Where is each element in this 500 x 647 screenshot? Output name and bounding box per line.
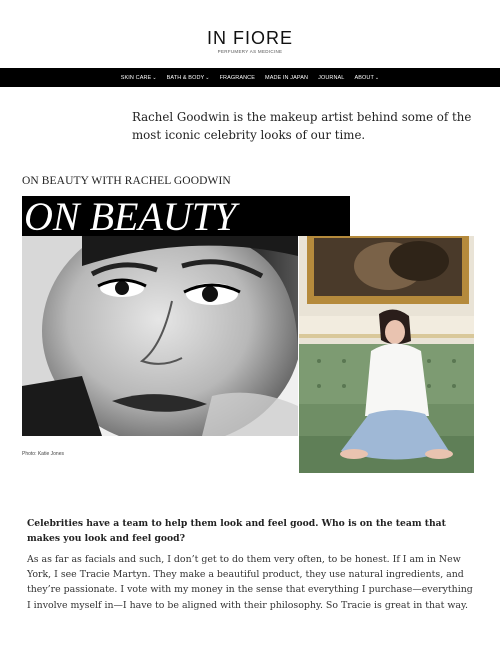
- chevron-down-icon: ⌄: [374, 74, 380, 81]
- site-logo[interactable]: IN FIORE: [206, 28, 293, 48]
- interview-question: Celebrities have a team to help them look and feel good. Who is on the team that makes you look and feel good?: [27, 518, 446, 544]
- nav-item-label: JOURNAL: [318, 74, 345, 81]
- nav-item-bath-body[interactable]: [167, 75, 210, 81]
- interview-answer: As as far as facials and such, I don’t get to do them very often, to be honest. If I am in New York, I see Tracie Martyn. They make a beautiful product, they use natural ingredients, and they’re passionate. I vote with my money in the sense that everything I purchase—everything I involve myself in—I have to be aligned with their philosophy. So Tracie is great in that way.: [27, 554, 473, 611]
- nav-item-label: MADE IN JAPAN: [265, 74, 309, 81]
- main-nav: [0, 68, 500, 87]
- nav-item-label: ABOUT: [354, 74, 374, 81]
- nav-item-journal[interactable]: [318, 75, 344, 81]
- nav-item-label: BATH & BODY: [166, 74, 205, 81]
- nav-item-made-in-japan[interactable]: [265, 75, 308, 81]
- nav-item-fragrance[interactable]: [220, 75, 255, 81]
- portrait-illustration: [22, 236, 298, 436]
- site-tagline: PERFUMERY AS MEDICINE: [217, 49, 283, 54]
- nav-item-about[interactable]: [354, 75, 379, 81]
- nav-item-skin-care[interactable]: [121, 75, 157, 81]
- photo-credit: Photo: Katie Jones: [22, 451, 64, 457]
- nav-item-label: SKIN CARE: [120, 74, 152, 81]
- seated-illustration: [299, 236, 474, 473]
- nav-item-label: FRAGRANCE: [219, 74, 256, 81]
- portrait-photo-bw: [22, 236, 298, 436]
- chevron-down-icon: ⌄: [152, 74, 157, 81]
- section-banner: [22, 196, 350, 236]
- article-kicker: ON BEAUTY WITH RACHEL GOODWIN: [22, 175, 231, 187]
- article-intro: Rachel Goodwin is the makeup artist behind some of the most iconic celebrity looks of our time.: [132, 110, 472, 142]
- seated-portrait-photo: [299, 236, 474, 473]
- banner-title: ON BEAUTY: [24, 196, 237, 236]
- chevron-down-icon: ⌄: [205, 74, 210, 81]
